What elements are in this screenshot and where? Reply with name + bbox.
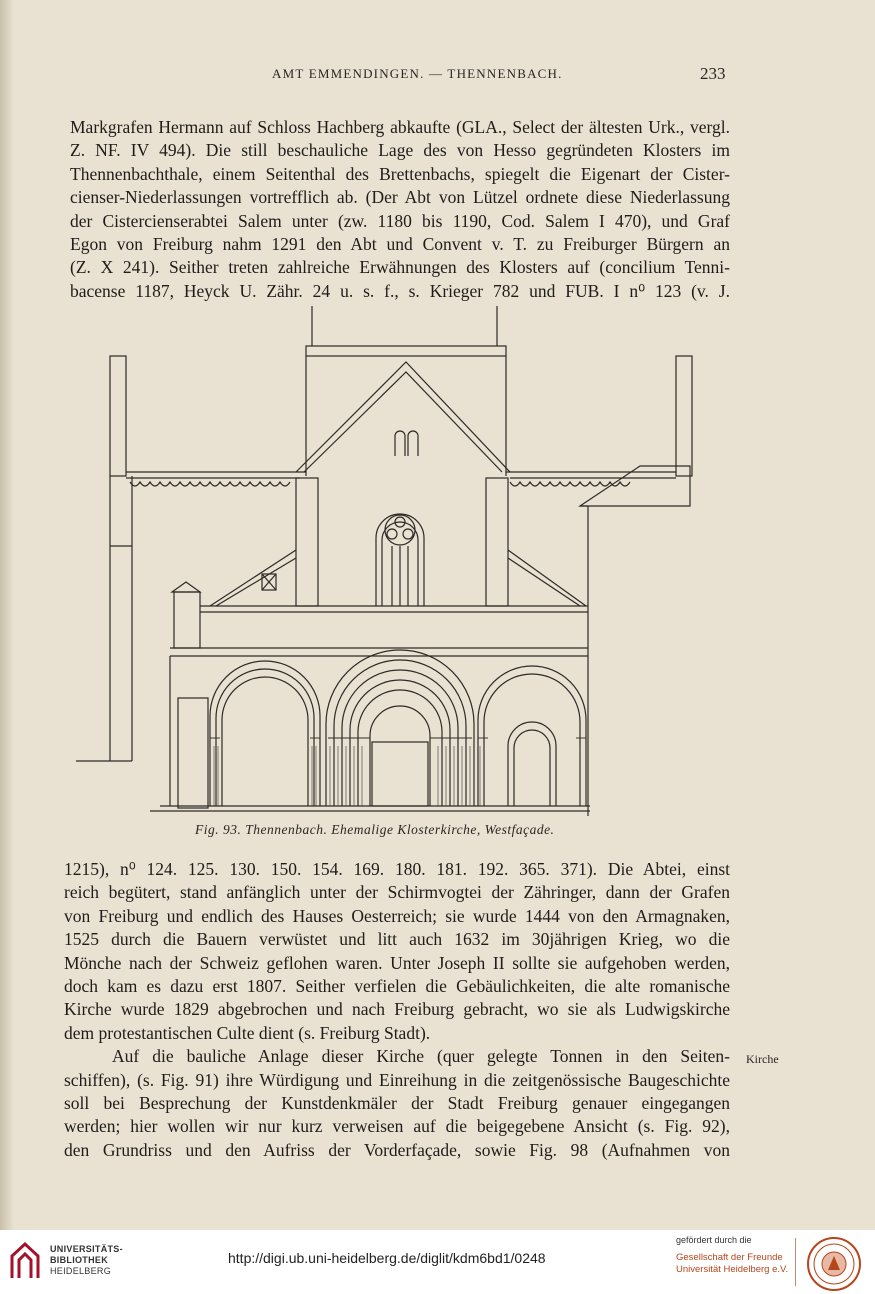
footer-bar: [0, 1230, 875, 1294]
library-name-line: HEIDELBERG: [50, 1266, 112, 1276]
page-binding-shadow: [0, 0, 14, 1230]
text-line: Kirche wurde 1829 abgebrochen und nach Freiburg gebracht, wo sie als Ludwigskirche: [64, 999, 730, 1020]
text-line: reich begütert, stand anfänglich unter der Schirmvogtei der Zähringer, dann der Grafen: [64, 882, 730, 903]
figure-westfacade-drawing: [70, 306, 730, 826]
text-line: Markgrafen Hermann auf Schloss Hachberg abkaufte (GLA., Select der ältesten Urk., vergl.: [70, 117, 730, 137]
text-line: soll bei Besprechung der Kunstdenkmäler der Stadt Freiburg genauer eingegangen: [64, 1092, 730, 1113]
paragraph-2: [64, 858, 730, 1162]
text-line: Mönche nach der Schweiz geflohen waren. Unter Joseph II sollte sie aufgehoben werden,: [64, 952, 730, 973]
text-line: werden; hier wollen wir nur kurz verweisen auf die beigegebene Ansicht (s. Fig. 92),: [64, 1116, 730, 1137]
sponsor-name-line: Gesellschaft der Freunde: [676, 1252, 783, 1263]
text-line: von Freiburg und endlich des Hauses Oesterreich; sie wurde 1444 von den Armagnaken,: [64, 905, 730, 926]
margin-note: Kirche: [746, 1052, 779, 1066]
sponsor-label: gefördert durch die: [676, 1235, 752, 1245]
sponsor-divider: [795, 1238, 796, 1286]
paragraph-1: [70, 116, 730, 303]
text-line: doch kam es dazu erst 1807. Seither verfielen die Gebäulichkeiten, die alte romanische: [64, 975, 730, 996]
figure-caption: Fig. 93. Thennenbach. Ehemalige Klosterkirche, Westfaçade.: [195, 822, 555, 837]
text-line: dem protestantischen Culte dient (s. Freiburg Stadt).: [64, 1022, 431, 1043]
text-line: Egon von Freiburg nahm 1291 den Abt und Convent v. T. zu Freiburger Bürgern an: [70, 233, 730, 254]
text-line: cienser-Niederlassungen vortrefflich ab. (Der Abt von Lützel ordnete diese Niederlassung: [70, 187, 730, 208]
university-seal-icon: [806, 1236, 862, 1292]
library-name-line: UNIVERSITÄTS-: [50, 1244, 123, 1254]
sponsor-name-line: Universität Heidelberg e.V.: [676, 1264, 789, 1275]
text-line: Auf die bauliche Anlage dieser Kirche (quer gelegte Tonnen in den Seiten-: [112, 1046, 730, 1067]
page-number: 233: [700, 64, 726, 83]
text-line: (Z. X 241). Seither treten zahlreiche Erwähnungen des Klosters auf (concilium Tenni-: [70, 257, 730, 278]
text-line: Z. NF. IV 494). Die still beschauliche Lage des von Hesso gegründeten Klosters im: [70, 140, 730, 161]
text-line: 1215), n⁰ 124. 125. 130. 150. 154. 169. 180. 181. 192. 365. 371). Die Abtei, einst: [64, 859, 730, 879]
text-line: den Grundriss und den Aufriss der Vorderfaçade, sowie Fig. 98 (Aufnahmen von: [64, 1139, 730, 1160]
university-library-logo-icon: [8, 1238, 42, 1282]
library-name-line: BIBLIOTHEK: [50, 1255, 108, 1265]
church-facade-illustration: [70, 306, 730, 826]
sponsor-name: [676, 1252, 788, 1276]
text-line: Thennenbachthale, einem Seitenthal des Brettenbachs, spiegelt die Eigenart der Cister-: [70, 163, 730, 184]
running-title: AMT EMMENDINGEN. — THENNENBACH.: [272, 66, 563, 81]
library-name: [50, 1244, 123, 1277]
permalink-url[interactable]: http://digi.ub.uni-heidelberg.de/diglit/kdm6bd1/0248: [228, 1250, 546, 1266]
text-line: 1525 durch die Bauern verwüstet und litt auch 1632 im 30jährigen Krieg, wo die: [64, 929, 730, 950]
text-line: schiffen), (s. Fig. 91) ihre Würdigung und Einreihung in die zeitgenössische Baugeschichte: [64, 1069, 730, 1090]
text-line: bacense 1187, Heyck U. Zähr. 24 u. s. f., s. Krieger 782 und FUB. I n⁰ 123 (v. J.: [70, 280, 730, 301]
text-line: der Cistercienserabtei Salem unter (zw. 1180 bis 1190, Cod. Salem I 470), und Graf: [70, 210, 730, 231]
